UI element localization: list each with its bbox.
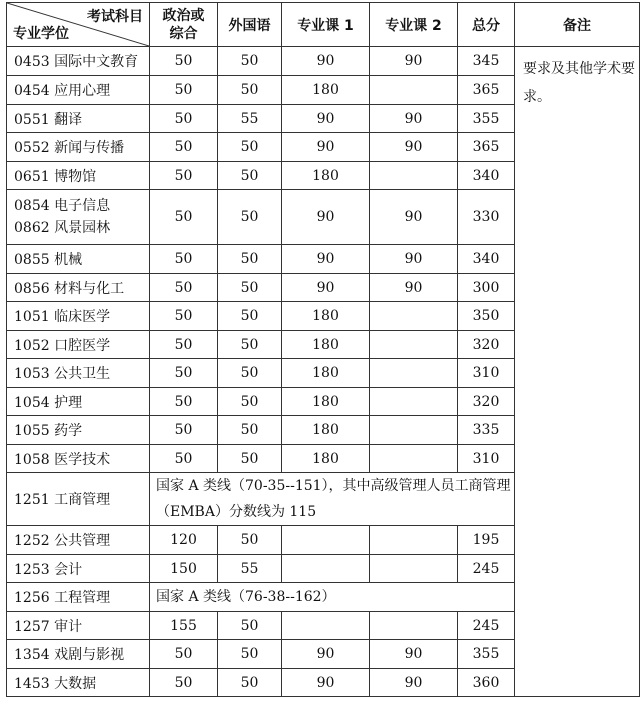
- degree-name: 1453 大数据: [7, 669, 150, 697]
- politics-score: 50: [150, 190, 218, 245]
- remark-cell: 要求及其他学术要求。: [515, 47, 640, 697]
- course2-score: [370, 526, 458, 555]
- course2-score: [370, 359, 458, 388]
- header-foreign: 外国语: [218, 3, 282, 47]
- total-score: 245: [458, 555, 515, 583]
- course2-score: 90: [370, 190, 458, 245]
- course1-score: 180: [282, 359, 370, 388]
- course2-score: [370, 162, 458, 190]
- score-table: [6, 2, 640, 697]
- course1-score: [282, 526, 370, 555]
- foreign-score: 50: [218, 274, 282, 302]
- politics-score: 50: [150, 105, 218, 133]
- degree-name: 0551 翻译: [7, 105, 150, 133]
- course2-score: 90: [370, 47, 458, 76]
- diagonal-header-cell: [7, 3, 150, 47]
- foreign-score: 50: [218, 190, 282, 245]
- course1-score: 90: [282, 640, 370, 669]
- politics-score: 120: [150, 526, 218, 555]
- course1-score: 90: [282, 669, 370, 697]
- degree-name: 1253 会计: [7, 555, 150, 583]
- course1-score: [282, 555, 370, 583]
- course1-score: 90: [282, 190, 370, 245]
- course1-score: 90: [282, 133, 370, 162]
- total-score: 310: [458, 445, 515, 473]
- politics-score: 50: [150, 274, 218, 302]
- course2-score: [370, 388, 458, 416]
- course2-score: [370, 331, 458, 359]
- total-score: 360: [458, 669, 515, 697]
- total-score: 300: [458, 274, 515, 302]
- politics-score: 50: [150, 669, 218, 697]
- foreign-score: 50: [218, 388, 282, 416]
- politics-score: 50: [150, 445, 218, 473]
- degree-name-line: 0862 风景园林: [14, 220, 111, 236]
- politics-score: 50: [150, 47, 218, 76]
- degree-name: 0856 材料与化工: [7, 274, 150, 302]
- course1-score: 180: [282, 331, 370, 359]
- course1-score: 180: [282, 302, 370, 331]
- total-score: 330: [458, 190, 515, 245]
- degree-name: 1354 戏剧与影视: [7, 640, 150, 669]
- total-score: 310: [458, 359, 515, 388]
- course1-score: 180: [282, 445, 370, 473]
- course1-score: 90: [282, 274, 370, 302]
- course2-score: [370, 445, 458, 473]
- total-score: 345: [458, 47, 515, 76]
- degree-name: 0855 机械: [7, 245, 150, 274]
- score-note: 国家 A 类线（70-35--151），其中高级管理人员工商管理（EMBA）分数线为 115: [150, 473, 515, 526]
- total-score: 365: [458, 76, 515, 105]
- foreign-score: 50: [218, 640, 282, 669]
- foreign-score: 50: [218, 526, 282, 555]
- foreign-score: 50: [218, 669, 282, 697]
- course1-score: 180: [282, 162, 370, 190]
- header-remark: 备注: [515, 3, 640, 47]
- course2-score: [370, 612, 458, 640]
- degree-name: 0552 新闻与传播: [7, 133, 150, 162]
- header-politics-line2: 综合: [169, 25, 198, 42]
- header-degree-label: 专业学位: [13, 26, 69, 42]
- foreign-score: 50: [218, 162, 282, 190]
- total-score: 340: [458, 245, 515, 274]
- course2-score: 90: [370, 640, 458, 669]
- foreign-score: 50: [218, 76, 282, 105]
- table-row: [7, 47, 640, 76]
- politics-score: 50: [150, 162, 218, 190]
- total-score: 350: [458, 302, 515, 331]
- foreign-score: 50: [218, 445, 282, 473]
- course1-score: 90: [282, 47, 370, 76]
- degree-name: 1052 口腔医学: [7, 331, 150, 359]
- politics-score: 50: [150, 416, 218, 445]
- politics-score: 50: [150, 640, 218, 669]
- degree-name: 1053 公共卫生: [7, 359, 150, 388]
- politics-score: 50: [150, 388, 218, 416]
- course1-score: 90: [282, 245, 370, 274]
- degree-name: 1257 审计: [7, 612, 150, 640]
- course2-score: [370, 416, 458, 445]
- degree-name: 1054 护理: [7, 388, 150, 416]
- politics-score: 50: [150, 245, 218, 274]
- header-total: 总分: [458, 3, 515, 47]
- degree-name: [7, 190, 150, 245]
- foreign-score: 55: [218, 555, 282, 583]
- politics-score: 150: [150, 555, 218, 583]
- total-score: 355: [458, 640, 515, 669]
- politics-score: 50: [150, 302, 218, 331]
- total-score: 365: [458, 133, 515, 162]
- course1-score: 90: [282, 105, 370, 133]
- foreign-score: 50: [218, 245, 282, 274]
- degree-name-line: 0854 电子信息: [14, 198, 111, 214]
- foreign-score: 50: [218, 612, 282, 640]
- degree-name: 1055 药学: [7, 416, 150, 445]
- politics-score: 50: [150, 133, 218, 162]
- course1-score: 180: [282, 416, 370, 445]
- course2-score: [370, 302, 458, 331]
- header-politics-line1: 政治或: [162, 7, 205, 24]
- foreign-score: 50: [218, 359, 282, 388]
- score-note: 国家 A 类线（76-38--162）: [150, 583, 515, 612]
- degree-name: 1058 医学技术: [7, 445, 150, 473]
- total-score: 340: [458, 162, 515, 190]
- course2-score: [370, 555, 458, 583]
- degree-name: 0454 应用心理: [7, 76, 150, 105]
- foreign-score: 55: [218, 105, 282, 133]
- degree-name: 1252 公共管理: [7, 526, 150, 555]
- foreign-score: 50: [218, 416, 282, 445]
- total-score: 320: [458, 331, 515, 359]
- course1-score: [282, 612, 370, 640]
- course2-score: 90: [370, 133, 458, 162]
- degree-name: 1051 临床医学: [7, 302, 150, 331]
- foreign-score: 50: [218, 47, 282, 76]
- header-course1: 专业课 1: [282, 3, 370, 47]
- foreign-score: 50: [218, 302, 282, 331]
- degree-name: 1251 工商管理: [7, 473, 150, 526]
- total-score: 335: [458, 416, 515, 445]
- course2-score: 90: [370, 669, 458, 697]
- foreign-score: 50: [218, 133, 282, 162]
- politics-score: 155: [150, 612, 218, 640]
- foreign-score: 50: [218, 331, 282, 359]
- header-row: [7, 3, 640, 47]
- total-score: 245: [458, 612, 515, 640]
- degree-name: 1256 工程管理: [7, 583, 150, 612]
- total-score: 355: [458, 105, 515, 133]
- header-course2: 专业课 2: [370, 3, 458, 47]
- politics-score: 50: [150, 76, 218, 105]
- total-score: 320: [458, 388, 515, 416]
- course2-score: 90: [370, 245, 458, 274]
- course2-score: 90: [370, 274, 458, 302]
- total-score: 195: [458, 526, 515, 555]
- politics-score: 50: [150, 359, 218, 388]
- course1-score: 180: [282, 388, 370, 416]
- politics-score: 50: [150, 331, 218, 359]
- degree-name: 0651 博物馆: [7, 162, 150, 190]
- degree-name: 0453 国际中文教育: [7, 47, 150, 76]
- header-subject-label: 考试科目: [87, 9, 143, 25]
- header-politics: [150, 3, 218, 47]
- course1-score: 180: [282, 76, 370, 105]
- course2-score: 90: [370, 105, 458, 133]
- course2-score: [370, 76, 458, 105]
